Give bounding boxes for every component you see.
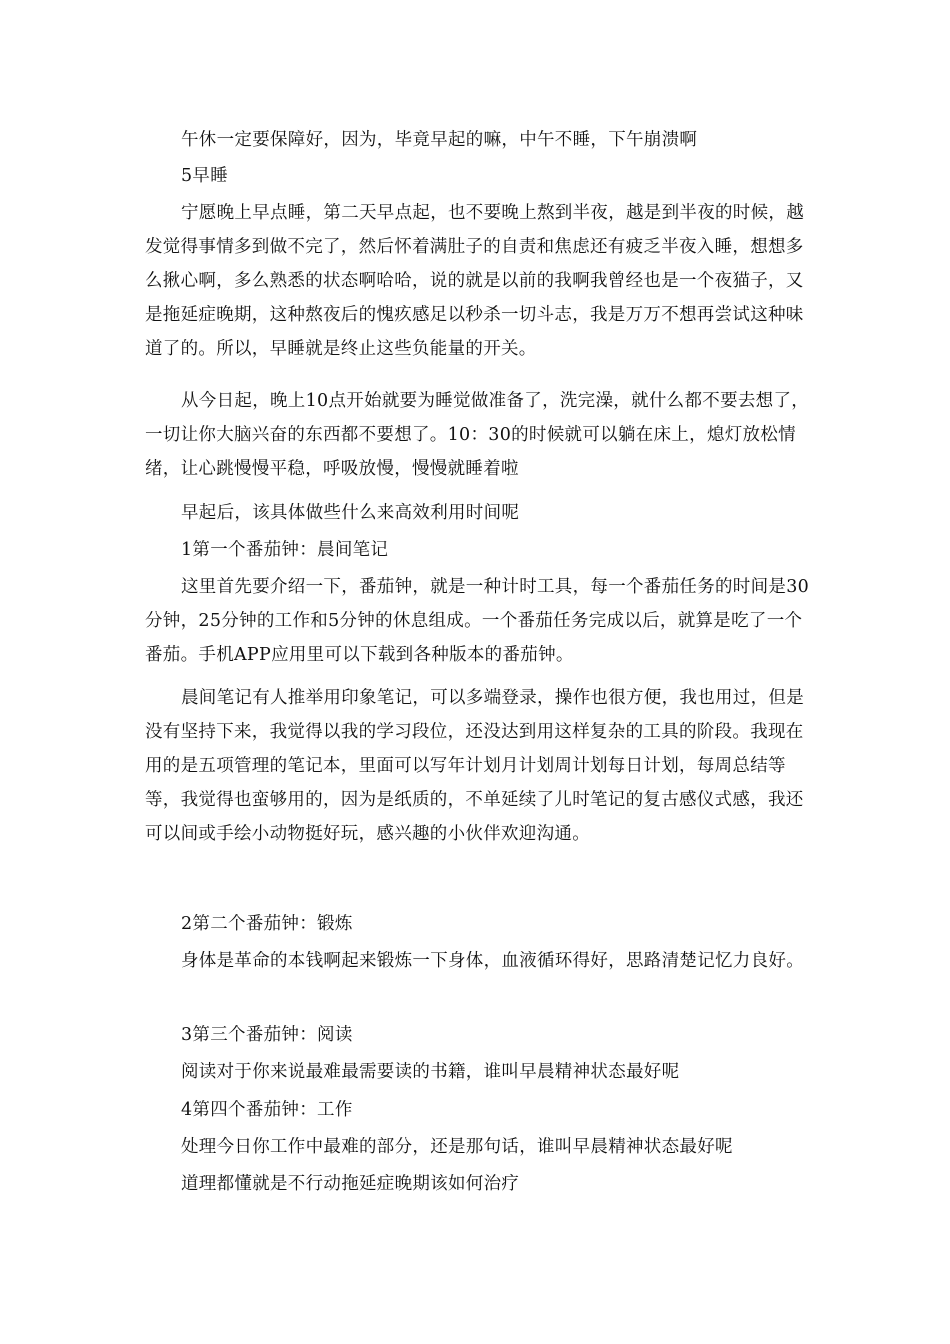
paragraph-pomodoro-intro: 这里首先要介绍一下，番茄钟，就是一种计时工具，每一个番茄任务的时间是30分钟，25分钟的工作和5分钟的休息组成。一个番茄任务完成以后，就算是吃了一个番茄。手机APP应用里可以下载到各种版本的番茄钟。 [145,577,810,665]
heading-pomodoro-1: 1第一个番茄钟：晨间笔记 [181,540,389,560]
heading-pomodoro-3: 3第三个番茄钟：阅读 [181,1025,353,1045]
paragraph-from-today: 从今日起，晚上10点开始就要为睡觉做准备了，洗完澡，就什么都不要去想了，一切让你大脑兴奋的东西都不要想了。10：30的时候就可以躺在床上，熄灯放松情绪，让心跳慢慢平稳，呼吸放慢，慢慢就睡着啦 [145,391,810,479]
paragraph-reading: 阅读对于你来说最难最需要读的书籍，谁叫早晨精神状态最好呢 [181,1062,680,1082]
paragraph-work: 处理今日你工作中最难的部分，还是那句话，谁叫早晨精神状态最好呢 [181,1137,733,1157]
heading-early-sleep: 5早睡 [181,166,229,186]
paragraph-morning-notes: 晨间笔记有人推举用印象笔记，可以多端登录，操作也很方便，我也用过，但是没有坚持下来，我觉得以我的学习段位，还没达到用这样复杂的工具的阶段。我现在用的是五项管理的笔记本，里面可以写年计划月计划周计划每日计划，每周总结等等，我觉得也蛮够用的，因为是纸质的，不单延续了儿时笔记的复古感仪式感，我还可以间或手绘小动物挺好玩，感兴趣的小伙伴欢迎沟通。 [145,688,804,844]
paragraph-procrastination: 道理都懂就是不行动拖延症晚期该如何治疗 [181,1174,520,1194]
heading-pomodoro-2: 2第二个番茄钟：锻炼 [181,914,353,934]
paragraph-nap: 午休一定要保障好，因为，毕竟早起的嘛，中午不睡，下午崩溃啊 [181,130,698,150]
paragraph-after-waking: 早起后，该具体做些什么来高效利用时间呢 [181,503,520,523]
paragraph-early-sleep: 宁愿晚上早点睡，第二天早点起，也不要晚上熬到半夜，越是到半夜的时候，越发觉得事情多到做不完了，然后怀着满肚子的自责和焦虑还有疲乏半夜入睡，想想多么揪心啊，多么熟悉的状态啊哈哈，说的就是以前的我啊我曾经也是一个夜猫子，又是拖延症晚期，这种熬夜后的愧疚感足以秒杀一切斗志，我是万万不想再尝试这种味道了的。所以，早睡就是终止这些负能量的开关。 [145,203,804,359]
heading-pomodoro-4: 4第四个番茄钟：工作 [181,1100,353,1120]
paragraph-exercise: 身体是革命的本钱啊起来锻炼一下身体，血液循环得好，思路清楚记忆力良好。 [181,951,804,971]
